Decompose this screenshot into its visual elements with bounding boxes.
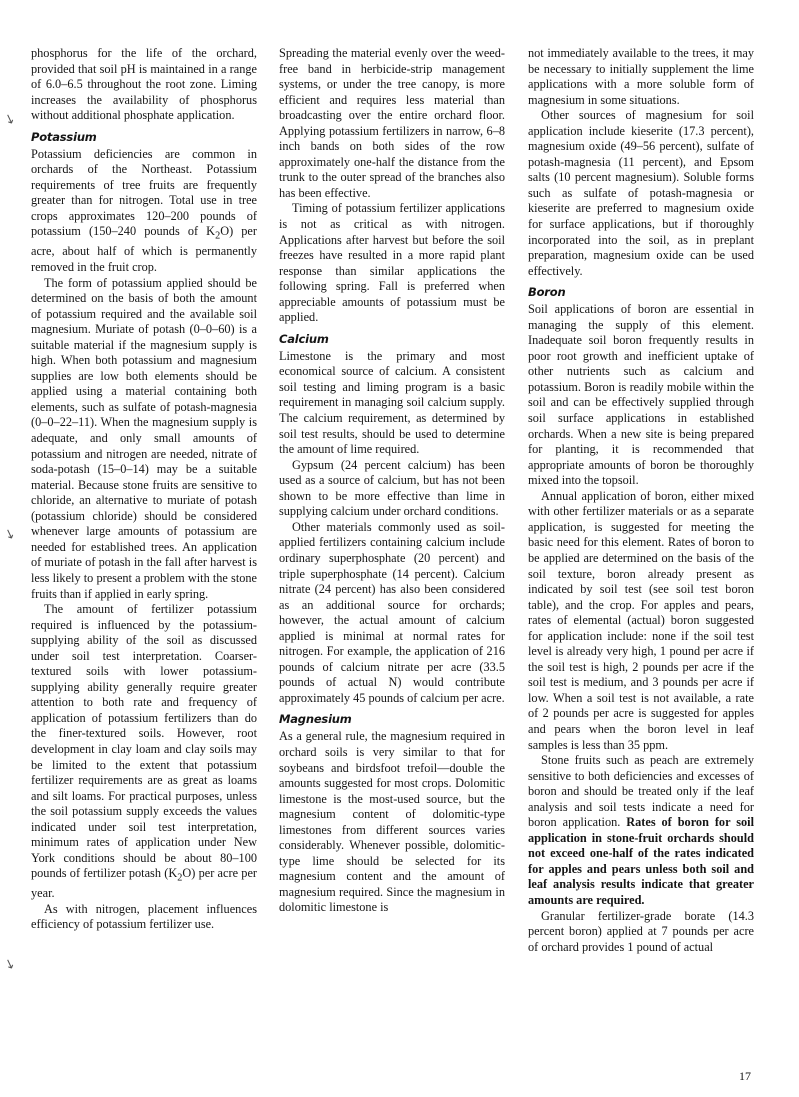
paragraph: not immediately available to the trees, it may be necessary to initially supplement the lime applications with a more soluble form of magnesium in some situations. — [528, 46, 754, 107]
column-3 — [528, 46, 754, 955]
heading-calcium: Calcium — [279, 331, 329, 346]
column-1 — [31, 46, 257, 933]
paragraph: Gypsum (24 percent calcium) has been used as a source of calcium, but has not been shown to be more effective than lime in supplying calcium under orchard conditions. — [279, 457, 505, 519]
paragraph: Other sources of magnesium for soil application include kieserite (17.3 percent), magnesium oxide (49–56 percent), sulfate of potash-magnesia (11 percent), and Epsom salts (10 percent magnesium). Soluble forms such as sulfate of potash-magnesia or kieserite are preferred to magnesium oxide for surface applications, but if thoroughly incorporated into the soil, as in preplant preparation, magnesium oxide can be used effectively. — [528, 108, 754, 278]
margin-mark-icon: ↘ — [1, 525, 18, 544]
paragraph: Soil applications of boron are essential in managing the supply of this element. Inadequate soil boron frequently results in poor root growth and inefficient uptake of other nutrients such as calcium and potassium. Boron is readily mobile within the soil and can be effectively supplied through soil surface applications in established orchards. When a new site is being prepared for planting, it is recommended that appropriate amounts of boron be thoroughly mixed into the topsoil. — [528, 302, 754, 488]
paragraph: phosphorus for the life of the orchard, provided that soil pH is maintained in a range of 6.0–6.5 throughout the root zone. Liming increases the availability of phosphorus without additional phosphate application. — [31, 46, 257, 123]
heading-boron: Boron — [528, 285, 566, 300]
column-2 — [279, 46, 505, 916]
margin-mark-icon: ↘ — [1, 955, 18, 974]
paragraph: Stone fruits such as peach are extremely sensitive to both deficiencies and excesses of boron and should be treated only if the leaf analysis and soil tests indicate a need for boron application. Rates of boron for soil application in stone-fruit orchards should not exceed one-half of the rates indicated for apples and pears unless both soil and leaf analysis results indicate that greater amounts are required. — [528, 753, 754, 907]
heading-magnesium: Magnesium — [279, 712, 352, 727]
heading-potassium: Potassium — [31, 129, 97, 144]
page-number: 17 — [739, 1069, 751, 1083]
paragraph: Spreading the material evenly over the weed-free band in herbicide-strip management systems, or under the tree canopy, is more efficient and requires less material than broadcasting over the entire orchard floor. Applying potassium fertilizers in narrow, 6–8 inch bands on both sides of the row approximately one-half the distance from the trunk to the outer spread of the branches also has been effective. — [279, 46, 505, 200]
paragraph: Other materials commonly used as soil-applied fertilizers containing calcium include ordinary superphosphate (20 percent) and triple superphosphate (14 percent). Calcium nitrate (24 percent) has also been considered as an additional source for orchards; however, the actual amount of calcium applied is minimal at normal rates for nitrogen. For example, the application of 216 pounds of calcium nitrate per acre (33.5 pounds of actual N) would contribute approximately 45 pounds of calcium per acre. — [279, 519, 505, 705]
paragraph: Annual application of boron, either mixed with other fertilizer materials or as a separate application, is suggested for meeting the basic need for this element. Rates of boron to be applied are determined on the basis of the soil texture, boron already present as indicated by soil test (see soil test boron table), and the crop. For apples and pears, rates of elemental (actual) boron suggested for application include: none if the soil test level is already very high, 1 pound per acre if the soil test is high, 2 pounds per acre if the soil test is medium, and 3 pounds per acre if low. When a soil test is not available, a rate of 2 pounds per acre is suggested for apples and pears when the boron level in leaf samples is less than 35 ppm. — [528, 488, 754, 752]
paragraph: Potassium deficiencies are common in orchards of the Northeast. Potassium requirements of tree fruits are frequently greater than for nitrogen. Total use in tree crops approximates 120–200 pounds of potassium (150–240 pounds of $K_2O$) per acre, about half of which is permanently removed in the fruit crop. — [31, 146, 257, 275]
margin-mark-icon: ↘ — [1, 110, 18, 129]
paragraph: Limestone is the primary and most economical source of calcium. A consistent soil testing and liming program is a basic requirement in managing soil calcium supply. The calcium requirement, as determined by soil test results, should be used to determine the amount of lime required. — [279, 348, 505, 457]
paragraph: Granular fertilizer-grade borate (14.3 percent boron) applied at 7 pounds per acre of orchard provides 1 pound of actual — [528, 908, 754, 954]
paragraph: Timing of potassium fertilizer applications is not as critical as with nitrogen. Applications after harvest but before the soil freezes have resulted in a more rapid plant response than similar applications the following spring. Fall is preferred when appreciable amounts of potassium must be applied. — [279, 201, 505, 325]
paragraph: The amount of fertilizer potassium required is influenced by the potassium-supplying ability of the soil as discussed under soil test interpretation. Coarser-textured soils with lower potassium-supplying ability generally require greater attention to both rate and frequency of application of potassium fertilizers than do the finer-textured soils. However, root development in clay loam and clay soils may be limited to the extent that potassium fertilizer requirements are as great as loams and silt loams. For practical purposes, unless the soil potassium supply exceeds the values indicated under soil test interpretation, minimum rates of application under New York conditions should be about 80–100 pounds of fertilizer potash $(K_2O)$ per acre per year. — [31, 602, 257, 901]
paragraph: As a general rule, the magnesium required in orchard soils is very similar to that for soybeans and birdsfoot trefoil—double the amounts suggested for most crops. Dolomitic limestone is the most-used source, but the magnesium content of dolomitic-type limestones from different sources varies considerably. Whenever possible, dolomitic-type lime should be selected for its magnesium content and the amount of magnesium required. Since the magnesium in dolomitic limestone is — [279, 729, 505, 915]
paragraph: The form of potassium applied should be determined on the basis of both the amount of potassium required and the available soil magnesium. Muriate of potash (0–0–60) is a suitable material if the magnesium supply is high. When both potassium and magnesium supplies are low both elements should be applied using a material containing both elements, such as sulfate of potash-magnesia (0–0–22–11). When the magnesium supply is adequate, and only small amounts of potassium and nitrogen are needed, nitrate of soda-potash (15–0–14) may be a suitable material. Because stone fruits are sensitive to chloride, an alternative to muriate of potash (potassium chloride) should be considered whenever large amounts of potassium are needed for established trees. An application of muriate of potash in the fall after harvest is less likely to present a problem with the stone fruits than if applied in early spring. — [31, 275, 257, 601]
paragraph: As with nitrogen, placement influences efficiency of potassium fertilizer use. — [31, 901, 257, 932]
